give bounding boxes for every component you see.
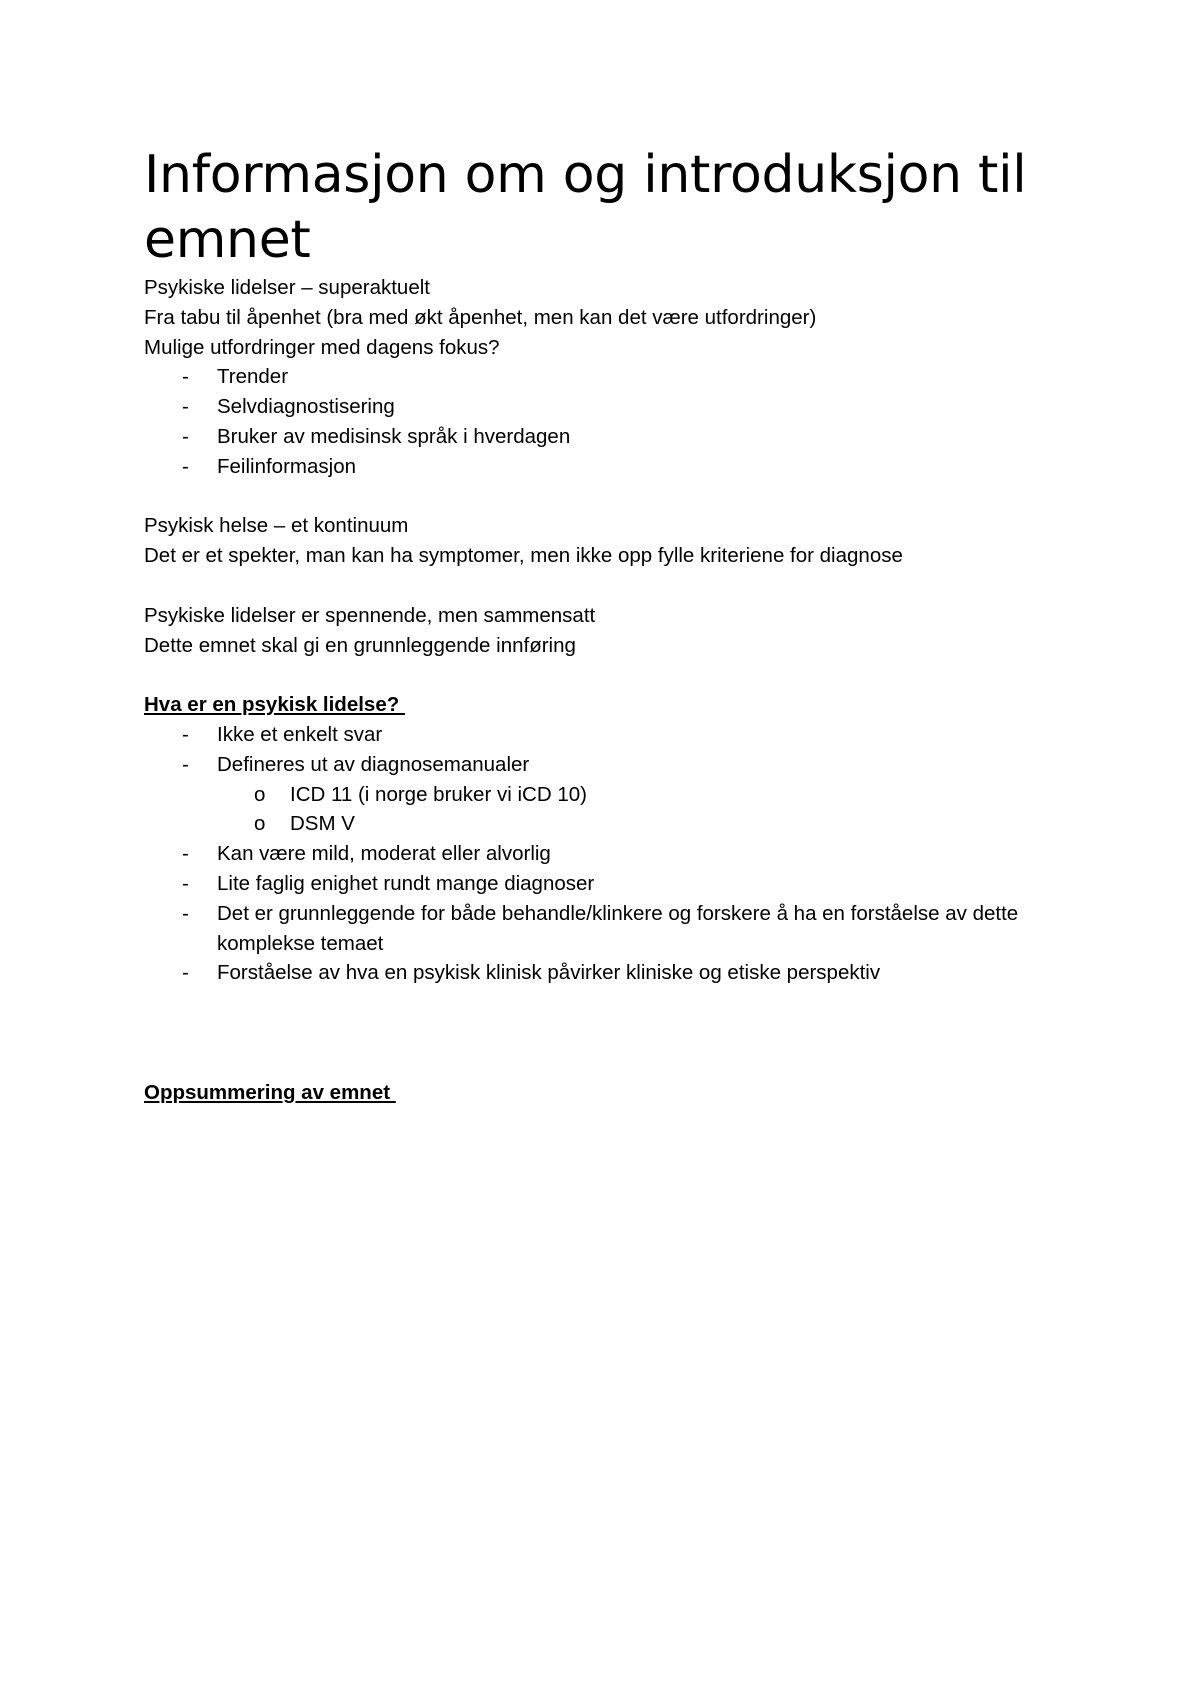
dash-bullet: - [182, 842, 189, 866]
dash-bullet: - [182, 752, 189, 776]
list-item [144, 720, 1064, 750]
list-item-text: Selvdiagnostisering [217, 395, 395, 419]
list-item-text: Ikke et enkelt svar [217, 722, 383, 746]
list-item [144, 958, 1064, 988]
list-item-text: Bruker av medisinsk språk i hverdagen [217, 424, 571, 448]
dash-bullet: - [182, 722, 189, 746]
section-heading: Oppsummering av emnet [144, 1080, 396, 1104]
dash-bullet: - [182, 961, 189, 985]
dash-bullet: - [182, 395, 189, 419]
list-item-text: Trender [217, 365, 289, 389]
intro-line: Fra tabu til åpenhet (bra med økt åpenhet, men kan det være utfordringer) [144, 305, 817, 329]
spacer [144, 571, 1064, 601]
continuum-line: Det er et spekter, man kan ha symptomer, men ikke opp fylle kriteriene for diagnose [144, 544, 903, 568]
list-item-text: Defineres ut av diagnosemanualer [217, 752, 530, 776]
dash-bullet: - [182, 901, 189, 925]
list-item-text: Forståelse av hva en psykisk klinisk påvirker kliniske og etiske perspektiv [217, 961, 881, 985]
dash-bullet: - [182, 365, 189, 389]
list-item [144, 452, 1064, 482]
section-heading: Hva er en psykisk lidelse? [144, 693, 405, 717]
sub-list-item [144, 809, 1064, 839]
dash-bullet: - [182, 454, 189, 478]
list-item [144, 869, 1064, 899]
circle-bullet: o [254, 812, 266, 836]
sub-list-item-text: ICD 11 (i norge bruker vi iCD 10) [290, 782, 587, 806]
list-item [144, 362, 1064, 392]
list-item [144, 422, 1064, 452]
sub-list-item-text: DSM V [290, 812, 355, 836]
spacer [144, 482, 1064, 512]
intro-line: Psykiske lidelser – superaktuelt [144, 276, 430, 299]
list-item-text: Lite faglig enighet rundt mange diagnoser [217, 871, 595, 895]
spacer [144, 988, 1064, 1077]
list-item [144, 750, 1064, 780]
continuum-line: Psykisk helse – et kontinuum [144, 514, 409, 538]
complex-line: Psykiske lidelser er spennende, men sammensatt [144, 603, 596, 627]
dash-bullet: - [182, 424, 189, 448]
document-body [144, 143, 1064, 1107]
list-item-text: Det er grunnleggende for både behandle/klinkere og forskere å ha en forståelse av dette komplekse temaet [217, 901, 1019, 955]
complex-line: Dette emnet skal gi en grunnleggende innføring [144, 633, 576, 657]
circle-bullet: o [254, 782, 266, 806]
list-item [144, 899, 1064, 959]
sub-list-item [144, 780, 1064, 810]
list-item-text: Kan være mild, moderat eller alvorlig [217, 842, 551, 866]
list-item [144, 392, 1064, 422]
intro-line: Mulige utfordringer med dagens fokus? [144, 335, 500, 359]
dash-bullet: - [182, 871, 189, 895]
list-item [144, 839, 1064, 869]
spacer [144, 660, 1064, 690]
document-title: Informasjon om og introduksjon til emnet [144, 145, 1027, 270]
list-item-text: Feilinformasjon [217, 454, 356, 478]
